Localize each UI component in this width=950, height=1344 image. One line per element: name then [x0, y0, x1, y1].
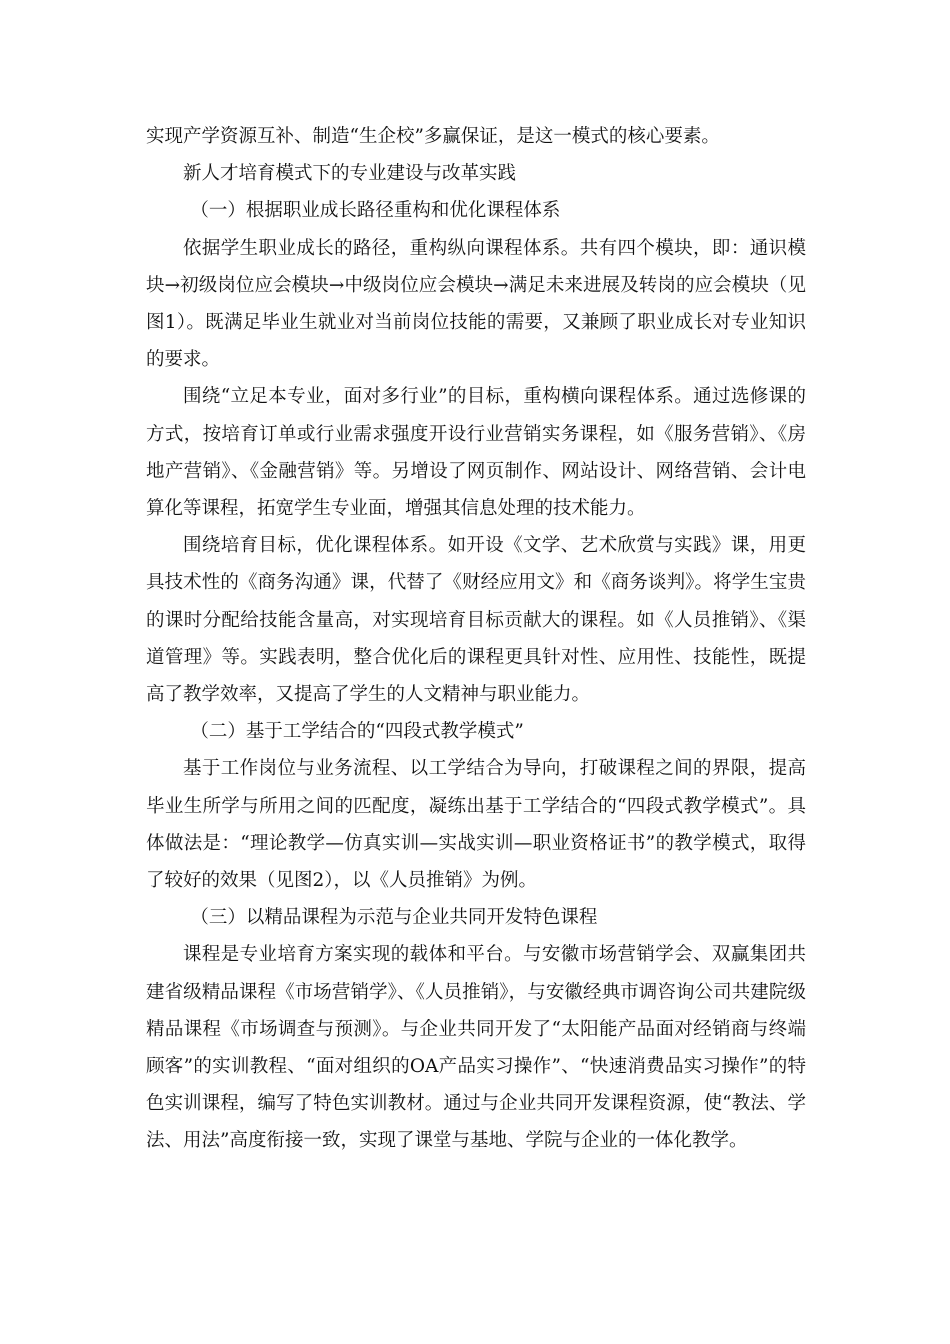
document-body [146, 118, 806, 1160]
subsection-heading-3: （三）以精品课程为示范与企业共同开发特色课程 [190, 907, 598, 929]
paragraph: 基于工作岗位与业务流程、以工学结合为导向，打破课程之间的界限，提高毕业生所学与所用之间的匹配度，凝练出基于工学结合的“四段式教学模式”。具体做法是：“理论教学—仿真实训—实战实训—职业资格证书”的教学模式，取得了较好的效果（见图2），以《人员推销》为例。 [146, 758, 806, 892]
paragraph: 围绕培育目标，优化课程体系。如开设《文学、艺术欣赏与实践》课，用更具技术性的《商务沟通》课，代替了《财经应用文》和《商务谈判》。将学生宝贵的课时分配给技能含量高，对实现培育目标贡献大的课程。如《人员推销》、《渠道管理》等。实践表明，整合优化后的课程更具针对性、应用性、技能性，既提高了教学效率，又提高了学生的人文精神与职业能力。 [146, 535, 806, 706]
subsection-heading-2: （二）基于工学结合的“四段式教学模式” [190, 721, 524, 743]
paragraph-continuation: 实现产学资源互补、制造“生企校”多赢保证，是这一模式的核心要素。 [146, 126, 720, 147]
subsection-heading-1: （一）根据职业成长路径重构和优化课程体系 [190, 200, 561, 222]
paragraph: 课程是专业培育方案实现的载体和平台。与安徽市场营销学会、双赢集团共建省级精品课程《市场营销学》、《人员推销》，与安徽经典市调咨询公司共建院级精品课程《市场调查与预测》。与企业共同开发了“太阳能产品面对经销商与终端顾客”的实训教程、“面对组织的OA产品实习操作”、“快速消费品实习操作”的特色实训课程，编写了特色实训教材。通过与企业共同开发课程资源，使“教法、学法、用法”高度衔接一致，实现了课堂与基地、学院与企业的一体化教学。 [146, 944, 806, 1152]
section-heading: 新人才培育模式下的专业建设与改革实践 [183, 163, 517, 185]
paragraph: 围绕“立足本专业，面对多行业”的目标，重构横向课程体系。通过选修课的方式，按培育订单或行业需求强度开设行业营销实务课程，如《服务营销》、《房地产营销》、《金融营销》等。另增设了网页制作、网站设计、网络营销、会计电算化等课程，拓宽学生专业面，增强其信息处理的技术能力。 [146, 386, 806, 520]
paragraph: 依据学生职业成长的路径，重构纵向课程体系。共有四个模块，即：通识模块→初级岗位应会模块→中级岗位应会模块→满足未来进展及转岗的应会模块（见图1）。既满足毕业生就业对当前岗位技能的需要，又兼顾了职业成长对专业知识的要求。 [146, 237, 806, 371]
